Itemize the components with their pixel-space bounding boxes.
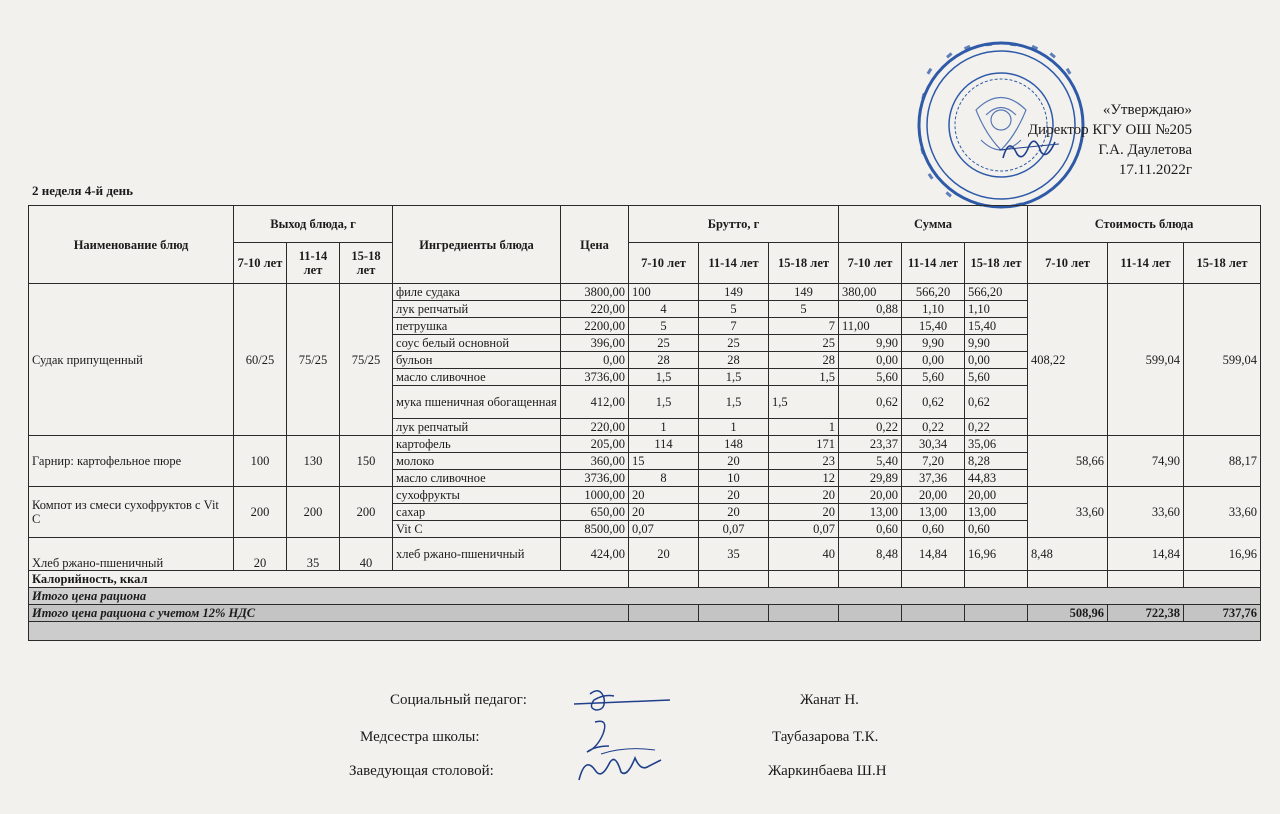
sum-cell: 5,60 (839, 369, 902, 386)
ingredient-name: лук репчатый (393, 419, 561, 436)
cost-cell: 74,90 (1108, 436, 1184, 487)
cost-cell: 33,60 (1184, 487, 1261, 538)
sum-cell: 0,62 (839, 386, 902, 419)
brutto-cell: 40 (769, 538, 839, 571)
ingredient-price: 2200,00 (561, 318, 629, 335)
signature-role: Медсестра школы: (360, 729, 480, 745)
dish-output: 75/25 (340, 284, 393, 436)
ingredient-name: соус белый основной (393, 335, 561, 352)
calories-row (29, 571, 1261, 588)
ingredient-name: мука пшеничная обогащенная (393, 386, 561, 419)
sum-cell: 0,00 (902, 352, 965, 369)
ingredient-price: 3736,00 (561, 470, 629, 487)
approval-person: Г.А. Даулетова (1098, 142, 1192, 158)
brutto-cell: 1 (629, 419, 699, 436)
header-brutto: Брутто, г (629, 206, 839, 243)
ingredient-price: 396,00 (561, 335, 629, 352)
header-age: 11-14 лет (1108, 243, 1184, 284)
header-ingredients: Ингредиенты блюда (393, 206, 561, 284)
brutto-cell: 1,5 (699, 369, 769, 386)
empty-cell (699, 605, 769, 622)
header-age: 11-14 лет (902, 243, 965, 284)
brutto-cell: 149 (699, 284, 769, 301)
dish-output: 35 (287, 538, 340, 571)
total-vat-row (29, 605, 1261, 622)
ingredient-price: 424,00 (561, 538, 629, 571)
brutto-cell: 25 (699, 335, 769, 352)
sum-cell: 20,00 (902, 487, 965, 504)
ingredient-price: 1000,00 (561, 487, 629, 504)
signature-role: Социальный педагог: (390, 692, 527, 708)
dish-output: 100 (234, 436, 287, 487)
sum-cell: 44,83 (965, 470, 1028, 487)
ingredient-name: сухофрукты (393, 487, 561, 504)
sum-cell: 380,00 (839, 284, 902, 301)
approval-position: Директор КГУ ОШ №205 (1027, 122, 1192, 138)
sum-cell: 9,90 (839, 335, 902, 352)
cost-cell: 14,84 (1108, 538, 1184, 571)
sum-cell: 5,60 (902, 369, 965, 386)
brutto-cell: 23 (769, 453, 839, 470)
brutto-cell: 0,07 (769, 521, 839, 538)
brutto-cell: 5 (699, 301, 769, 318)
empty-cell (965, 571, 1028, 588)
calories-label: Калорийность, ккал (29, 571, 629, 588)
brutto-cell: 10 (699, 470, 769, 487)
ingredient-name: молоко (393, 453, 561, 470)
empty-cell (839, 571, 902, 588)
sum-cell: 15,40 (965, 318, 1028, 335)
dish-name: Гарнир: картофельное пюре (29, 436, 234, 487)
brutto-cell: 114 (629, 436, 699, 453)
header-age: 15-18 лет (1184, 243, 1261, 284)
sum-cell: 16,96 (965, 538, 1028, 571)
brutto-cell: 35 (699, 538, 769, 571)
brutto-cell: 28 (699, 352, 769, 369)
sum-cell: 37,36 (902, 470, 965, 487)
ingredient-name: бульон (393, 352, 561, 369)
sum-cell: 0,22 (902, 419, 965, 436)
table-row (29, 436, 1261, 453)
ingredient-name: сахар (393, 504, 561, 521)
dish-output: 130 (287, 436, 340, 487)
brutto-cell: 149 (769, 284, 839, 301)
brutto-cell: 20 (769, 487, 839, 504)
ingredient-price: 220,00 (561, 419, 629, 436)
approval-date: 17.11.2022г (1118, 162, 1192, 178)
header-age: 15-18 лет (965, 243, 1028, 284)
brutto-cell: 1,5 (769, 369, 839, 386)
sum-cell: 13,00 (902, 504, 965, 521)
brutto-cell: 20 (699, 487, 769, 504)
sum-cell: 0,88 (839, 301, 902, 318)
sum-cell: 0,22 (839, 419, 902, 436)
sum-cell: 14,84 (902, 538, 965, 571)
dish-output: 200 (340, 487, 393, 538)
sum-cell: 566,20 (965, 284, 1028, 301)
blank-row (29, 622, 1261, 641)
empty-cell (839, 605, 902, 622)
director-signature-icon (995, 128, 1065, 168)
ingredient-price: 8500,00 (561, 521, 629, 538)
sum-cell: 5,40 (839, 453, 902, 470)
sum-cell: 9,90 (965, 335, 1028, 352)
sum-cell: 0,60 (965, 521, 1028, 538)
sum-cell: 11,00 (839, 318, 902, 335)
signature-name: Жанат Н. (800, 692, 859, 708)
empty-cell (1108, 571, 1184, 588)
ingredient-name: картофель (393, 436, 561, 453)
cost-cell: 58,66 (1028, 436, 1108, 487)
brutto-cell: 20 (629, 504, 699, 521)
ingredient-name: филе судака (393, 284, 561, 301)
sum-cell: 8,48 (839, 538, 902, 571)
header-cost: Стоимость блюда (1028, 206, 1261, 243)
social-pedagog-signature-icon (570, 684, 680, 718)
brutto-cell: 28 (769, 352, 839, 369)
nurse-signature-icon (565, 716, 675, 786)
ingredient-name: масло сливочное (393, 470, 561, 487)
brutto-cell: 1 (699, 419, 769, 436)
brutto-cell: 15 (629, 453, 699, 470)
brutto-cell: 7 (769, 318, 839, 335)
total-label: Итого цена рациона (29, 588, 1261, 605)
header-age: 7-10 лет (234, 243, 287, 284)
sum-cell: 9,90 (902, 335, 965, 352)
header-age: 11-14 лет (287, 243, 340, 284)
empty-cell (29, 622, 1261, 641)
header-age: 15-18 лет (340, 243, 393, 284)
header-age: 7-10 лет (839, 243, 902, 284)
sum-cell: 0,62 (902, 386, 965, 419)
brutto-cell: 0,07 (629, 521, 699, 538)
ingredient-price: 3736,00 (561, 369, 629, 386)
brutto-cell: 20 (629, 487, 699, 504)
sum-cell: 5,60 (965, 369, 1028, 386)
sum-cell: 0,60 (902, 521, 965, 538)
sum-cell: 35,06 (965, 436, 1028, 453)
table-row (29, 487, 1261, 504)
empty-cell (902, 571, 965, 588)
empty-cell (629, 571, 699, 588)
sum-cell: 0,62 (965, 386, 1028, 419)
brutto-cell: 12 (769, 470, 839, 487)
table-row (29, 538, 1261, 571)
brutto-cell: 4 (629, 301, 699, 318)
brutto-cell: 100 (629, 284, 699, 301)
brutto-cell: 5 (769, 301, 839, 318)
total-row (29, 588, 1261, 605)
header-age: 15-18 лет (769, 243, 839, 284)
empty-cell (1028, 571, 1108, 588)
menu-table (28, 205, 1261, 641)
sum-cell: 15,40 (902, 318, 965, 335)
ingredient-price: 412,00 (561, 386, 629, 419)
cost-cell: 33,60 (1108, 487, 1184, 538)
ingredient-price: 220,00 (561, 301, 629, 318)
sum-cell: 20,00 (965, 487, 1028, 504)
brutto-cell: 20 (699, 453, 769, 470)
dish-output: 200 (287, 487, 340, 538)
ingredient-price: 205,00 (561, 436, 629, 453)
ingredient-price: 650,00 (561, 504, 629, 521)
ingredient-price: 3800,00 (561, 284, 629, 301)
ingredient-name: петрушка (393, 318, 561, 335)
sum-cell: 566,20 (902, 284, 965, 301)
brutto-cell: 28 (629, 352, 699, 369)
approval-title: «Утверждаю» (1102, 102, 1192, 118)
empty-cell (902, 605, 965, 622)
dish-name: Судак припущенный (29, 284, 234, 436)
cost-cell: 599,04 (1184, 284, 1261, 436)
brutto-cell: 1,5 (699, 386, 769, 419)
ingredient-price: 360,00 (561, 453, 629, 470)
brutto-cell: 1 (769, 419, 839, 436)
brutto-cell: 20 (629, 538, 699, 571)
brutto-cell: 20 (699, 504, 769, 521)
total-vat-value: 722,38 (1108, 605, 1184, 622)
sum-cell: 0,22 (965, 419, 1028, 436)
cost-cell: 88,17 (1184, 436, 1261, 487)
header-price: Цена (561, 206, 629, 284)
sum-cell: 0,00 (965, 352, 1028, 369)
sum-cell: 13,00 (839, 504, 902, 521)
dish-name: Хлеб ржано-пшеничный (29, 538, 234, 571)
brutto-cell: 148 (699, 436, 769, 453)
header-sum: Сумма (839, 206, 1028, 243)
empty-cell (769, 605, 839, 622)
sum-cell: 1,10 (965, 301, 1028, 318)
sum-cell: 8,28 (965, 453, 1028, 470)
dish-output: 40 (340, 538, 393, 571)
week-day-label: 2 неделя 4-й день (32, 183, 134, 198)
table-row (29, 284, 1261, 301)
ingredient-price: 0,00 (561, 352, 629, 369)
sum-cell: 0,00 (839, 352, 902, 369)
brutto-cell: 25 (769, 335, 839, 352)
empty-cell (1184, 571, 1261, 588)
total-vat-value: 737,76 (1184, 605, 1261, 622)
dish-output: 150 (340, 436, 393, 487)
cost-cell: 8,48 (1028, 538, 1108, 571)
sum-cell: 20,00 (839, 487, 902, 504)
header-age: 7-10 лет (629, 243, 699, 284)
ingredient-name: масло сливочное (393, 369, 561, 386)
ingredient-name: лук репчатый (393, 301, 561, 318)
header-age: 7-10 лет (1028, 243, 1108, 284)
empty-cell (699, 571, 769, 588)
total-vat-value: 508,96 (1028, 605, 1108, 622)
signature-role: Заведующая столовой: (349, 763, 494, 779)
sum-cell: 29,89 (839, 470, 902, 487)
cost-cell: 408,22 (1028, 284, 1108, 436)
dish-output: 75/25 (287, 284, 340, 436)
total-vat-label: Итого цена рациона с учетом 12% НДС (29, 605, 629, 622)
brutto-cell: 8 (629, 470, 699, 487)
brutto-cell: 20 (769, 504, 839, 521)
empty-cell (769, 571, 839, 588)
cost-cell: 599,04 (1108, 284, 1184, 436)
header-age: 11-14 лет (699, 243, 769, 284)
dish-output: 200 (234, 487, 287, 538)
header-output: Выход блюда, г (234, 206, 393, 243)
dish-output: 60/25 (234, 284, 287, 436)
dish-output: 20 (234, 538, 287, 571)
brutto-cell: 1,5 (769, 386, 839, 419)
brutto-cell: 0,07 (699, 521, 769, 538)
sum-cell: 23,37 (839, 436, 902, 453)
empty-cell (629, 605, 699, 622)
cost-cell: 33,60 (1028, 487, 1108, 538)
cost-cell: 16,96 (1184, 538, 1261, 571)
brutto-cell: 7 (699, 318, 769, 335)
header-dish-name: Наименование блюд (29, 206, 234, 284)
sum-cell: 30,34 (902, 436, 965, 453)
signature-name: Жаркинбаева Ш.Н (768, 763, 887, 779)
sum-cell: 7,20 (902, 453, 965, 470)
sum-cell: 1,10 (902, 301, 965, 318)
signature-name: Таубазарова Т.К. (772, 729, 879, 745)
dish-name: Компот из смеси сухофруктов с Vit C (29, 487, 234, 538)
brutto-cell: 1,5 (629, 386, 699, 419)
ingredient-name: хлеб ржано-пшеничный (393, 538, 561, 571)
brutto-cell: 5 (629, 318, 699, 335)
brutto-cell: 25 (629, 335, 699, 352)
brutto-cell: 171 (769, 436, 839, 453)
sum-cell: 13,00 (965, 504, 1028, 521)
brutto-cell: 1,5 (629, 369, 699, 386)
empty-cell (965, 605, 1028, 622)
ingredient-name: Vit C (393, 521, 561, 538)
sum-cell: 0,60 (839, 521, 902, 538)
